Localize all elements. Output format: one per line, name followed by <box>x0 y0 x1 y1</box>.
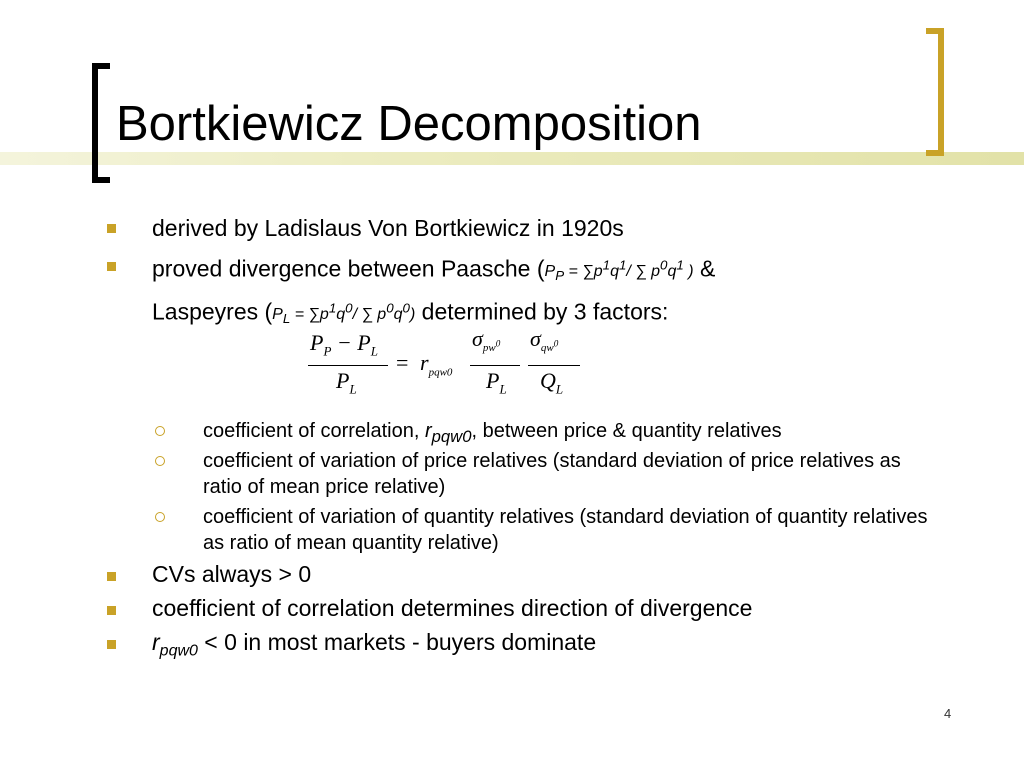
fraction-bar <box>528 365 580 366</box>
slide-title: Bortkiewicz Decomposition <box>116 97 702 151</box>
circle-bullet-icon <box>155 456 165 466</box>
bullet-buyers-dominate: $r_{pqw0} < 0$ in most markets - buyers dominate <box>152 629 597 660</box>
bullet-cvs: CVs always > 0 <box>152 561 312 587</box>
fraction-bar <box>308 365 388 366</box>
bullet-derived: derived by Ladislaus Von Bortkiewicz in 1920s <box>152 215 624 241</box>
formula-ql: $Q_L$ <box>540 368 564 397</box>
formula-numerator: $P_P - P_L$ <box>310 330 378 359</box>
square-bullet-icon <box>107 640 116 649</box>
formula-pl: $P_L$ <box>486 368 507 397</box>
left-bracket-decoration <box>92 63 110 183</box>
fraction-bar <box>470 365 520 366</box>
formula-equals: = <box>396 350 409 375</box>
circle-bullet-icon <box>155 512 165 522</box>
formula-sigma-qw: $\sigma_{qw^0}$ <box>530 326 559 355</box>
formula-sigma-pw: $\sigma_{pw^0}$ <box>472 326 501 355</box>
sub-bullet-quantity-variation: coefficient of variation of quantity relatives (standard deviation of quantity relatives as ratio of mean quantity relative) <box>203 506 928 554</box>
formula-denominator: $P_L$ <box>336 368 357 397</box>
square-bullet-icon <box>107 606 116 615</box>
square-bullet-icon <box>107 262 116 271</box>
right-bracket-decoration <box>926 28 944 156</box>
square-bullet-icon <box>107 572 116 581</box>
page-number: 4 <box>944 706 952 721</box>
bullet-proved-divergence: proved divergence between Paasche ($P_P = \sum p^1q^1/$ ∑ $p^0q^1$ ) & Laspeyres ($P_L = \sum p^1q^0/$ ∑ $p^0q^0$) determined by 3 factors: <box>152 255 716 327</box>
circle-bullet-icon <box>155 426 165 436</box>
square-bullet-icon <box>107 224 116 233</box>
formula-r: $r_{pqw0}$ <box>420 350 453 379</box>
sub-bullet-correlation: coefficient of correlation, $r_{pqw0}$, between price & quantity relatives <box>203 420 782 446</box>
bullet-direction: coefficient of correlation determines direction of divergence <box>152 595 753 621</box>
title-accent-bar <box>0 152 1024 165</box>
bortkiewicz-formula <box>300 322 600 402</box>
sub-bullet-price-variation: coefficient of variation of price relatives (standard deviation of price relatives as ratio of mean price relative) <box>203 450 901 498</box>
